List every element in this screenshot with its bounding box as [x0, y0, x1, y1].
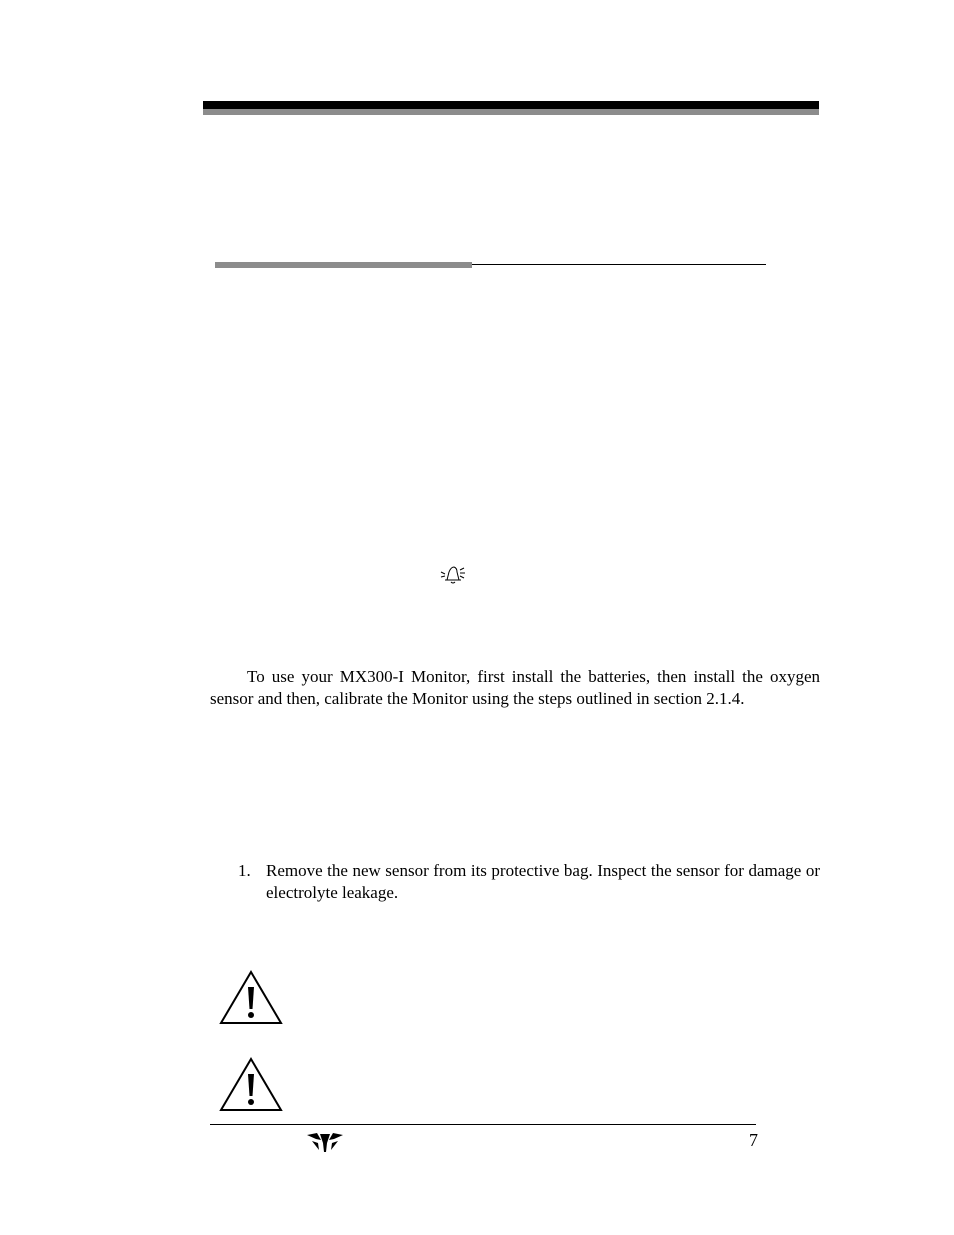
step-text: Remove the new sensor from its protective bag. Inspect the sensor for damage or electrolyte leakage. [266, 861, 820, 902]
footer-rule [210, 1124, 756, 1125]
header-rule-gray [203, 109, 819, 115]
step-number: 1. [238, 861, 251, 880]
warning-triangle-icon [218, 969, 284, 1025]
section-rule-gray [215, 262, 472, 268]
warning-triangle-icon [218, 1056, 284, 1112]
teledyne-logo-icon [305, 1131, 345, 1153]
page-number: 7 [749, 1130, 758, 1150]
intro-paragraph: To use your MX300-I Monitor, first install the batteries, then install the oxygen sensor and then, calibrate the Monitor using the steps outlined in section 2.1.4. [210, 667, 820, 708]
section-rule-thin [472, 264, 766, 265]
bell-icon [438, 563, 468, 585]
header-rule-black [203, 101, 819, 109]
